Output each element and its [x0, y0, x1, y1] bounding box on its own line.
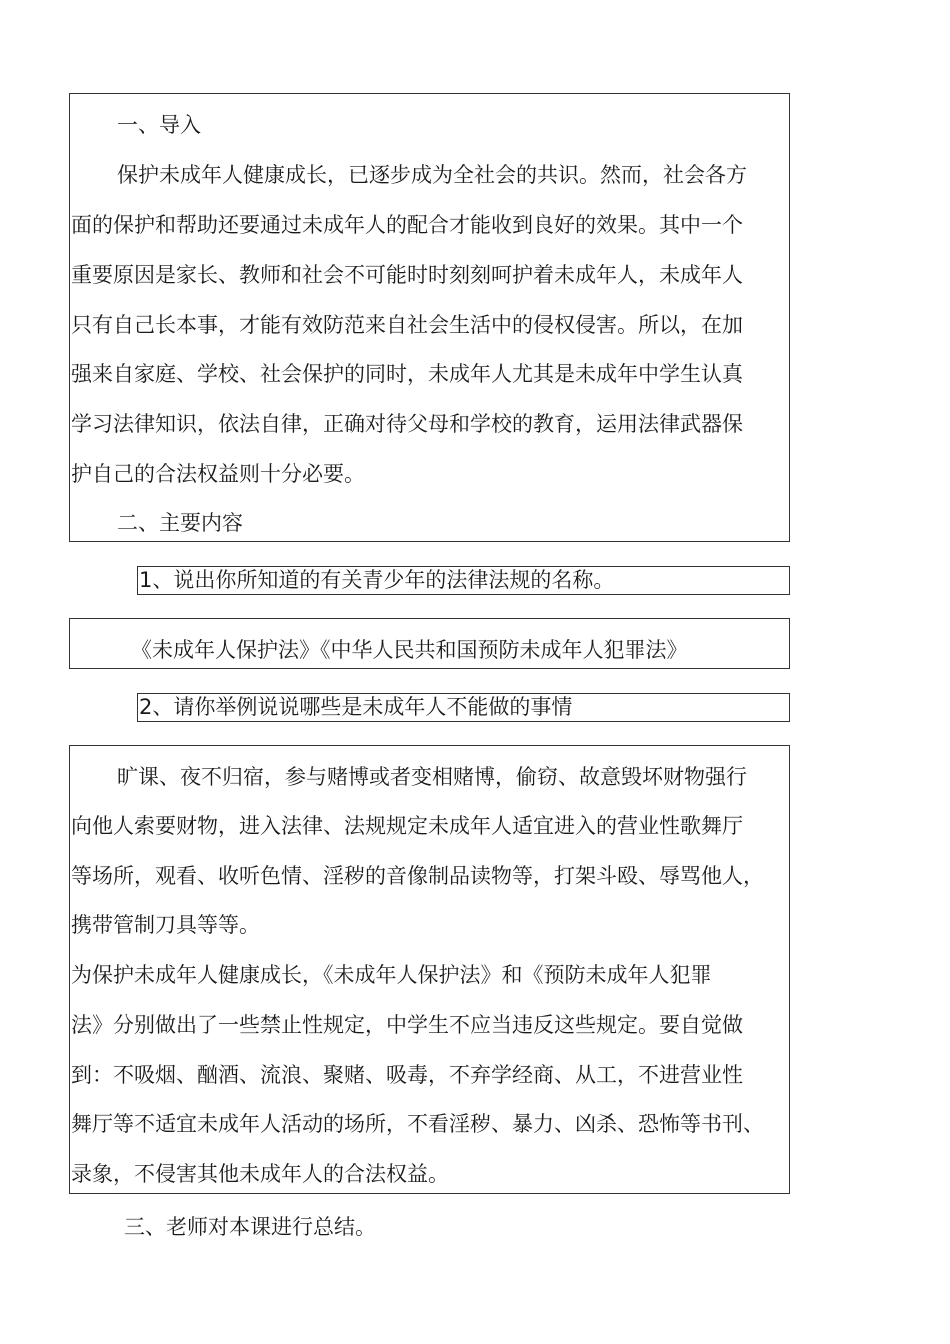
intro-heading: 一、导入 — [117, 113, 201, 137]
question2-text: 2、请你举例说说哪些是未成年人不能做的事情 — [139, 695, 573, 719]
answer2-line: 等场所，观看、收听色情、淫秽的音像制品读物等，打架斗殴、辱骂他人， — [71, 864, 764, 888]
intro-paragraph-line: 只有自己长本事，才能有效防范来自社会生活中的侵权侵害。所以，在加 — [71, 313, 743, 337]
answer2-line: 到：不吸烟、酗酒、流浪、聚赌、吸毒，不弃学经商、从工，不进营业性 — [71, 1063, 743, 1087]
answer2-line: 旷课、夜不归宿，参与赌博或者变相赌博，偷窃、故意毁坏财物强行 — [117, 765, 747, 789]
answer1-text: 《未成年人保护法》《中华人民共和国预防未成年人犯罪法》 — [131, 638, 688, 662]
intro-paragraph-line: 强来自家庭、学校、社会保护的同时，未成年人尤其是未成年中学生认真 — [71, 362, 743, 386]
answer2-line: 为保护未成年人健康成长，《未成年人保护法》和《预防未成年人犯罪 — [71, 963, 712, 987]
intro-paragraph-line: 面的保护和帮助还要通过未成年人的配合才能收到良好的效果。其中一个 — [71, 213, 743, 237]
answer2-line: 向他人索要财物，进入法律、法规规定未成年人适宜进入的营业性歌舞厅 — [71, 814, 743, 838]
answer2-line: 录象，不侵害其他未成年人的合法权益。 — [71, 1162, 449, 1186]
intro-paragraph-line: 保护未成年人健康成长，已逐步成为全社会的共识。然而，社会各方 — [117, 163, 747, 187]
main-content-heading: 二、主要内容 — [117, 511, 243, 535]
summary-text: 三、老师对本课进行总结。 — [124, 1215, 376, 1239]
answer2-line: 携带管制刀具等等。 — [71, 913, 260, 937]
answer2-line: 舞厅等不适宜未成年人活动的场所，不看淫秽、暴力、凶杀、恐怖等书刊、 — [71, 1112, 764, 1136]
intro-paragraph-line: 重要原因是家长、教师和社会不可能时时刻刻呵护着未成年人，未成年人 — [71, 263, 743, 287]
intro-paragraph-line: 护自己的合法权益则十分必要。 — [71, 462, 365, 486]
question1-text: 1、说出你所知道的有关青少年的法律法规的名称。 — [139, 568, 615, 592]
intro-paragraph-line: 学习法律知识，依法自律，正确对待父母和学校的教育，运用法律武器保 — [71, 412, 743, 436]
answer2-line: 法》分别做出了一些禁止性规定，中学生不应当违反这些规定。要自觉做 — [71, 1013, 743, 1037]
